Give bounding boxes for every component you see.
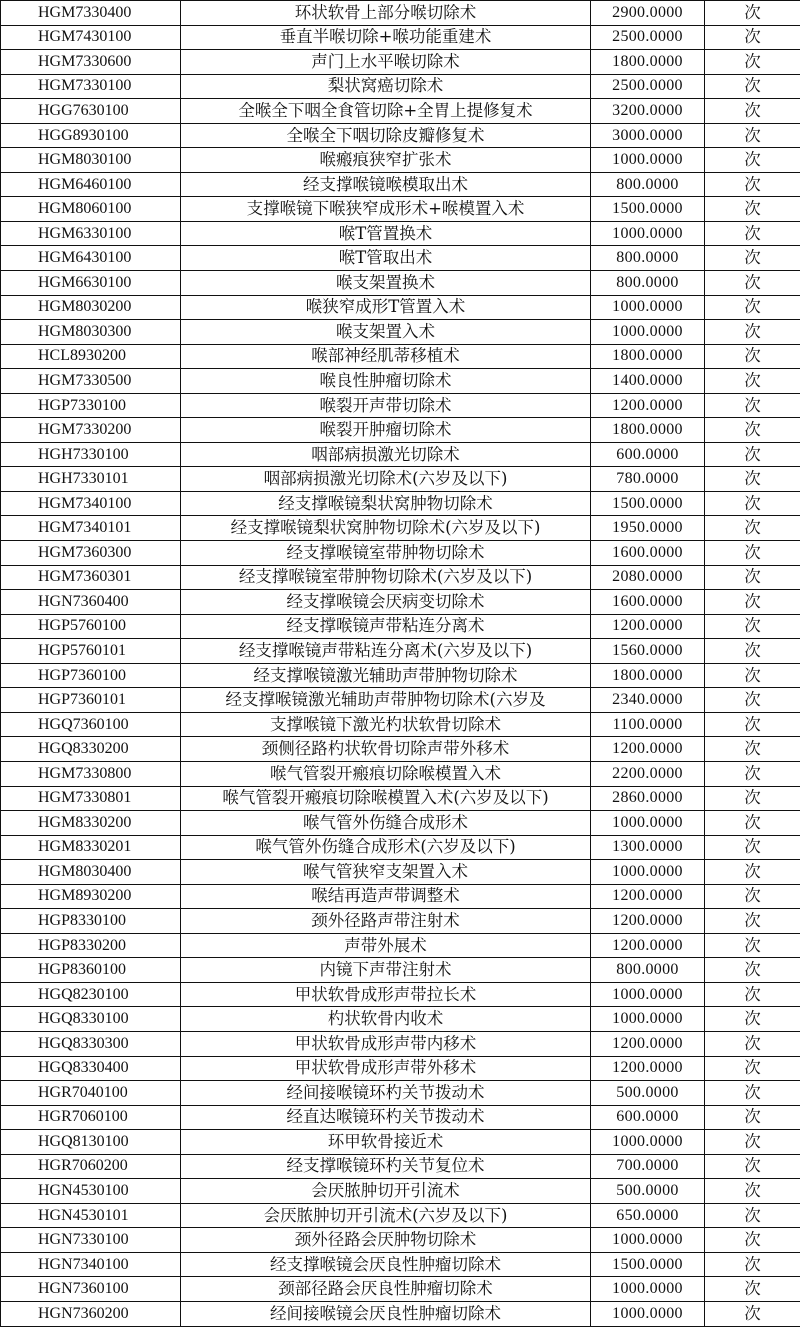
item-price: 1200.0000 bbox=[591, 884, 705, 909]
item-code: HGN7360200 bbox=[1, 1301, 181, 1326]
table-row bbox=[1, 172, 800, 197]
table-row bbox=[1, 712, 800, 737]
item-unit: 次 bbox=[705, 1301, 800, 1326]
item-price: 1000.0000 bbox=[591, 860, 705, 885]
table-row bbox=[1, 663, 800, 688]
table-row bbox=[1, 761, 800, 786]
item-unit: 次 bbox=[705, 344, 800, 369]
item-unit: 次 bbox=[705, 614, 800, 639]
item-price: 2080.0000 bbox=[591, 565, 705, 590]
item-price: 1000.0000 bbox=[591, 1228, 705, 1253]
item-code: HGM6460100 bbox=[1, 172, 181, 197]
item-unit: 次 bbox=[705, 712, 800, 737]
item-code: HGP5760101 bbox=[1, 639, 181, 664]
table-row bbox=[1, 99, 800, 124]
item-name: 经支撑喉镜声带粘连分离术(六岁及以下) bbox=[181, 639, 591, 664]
item-code: HGP8330200 bbox=[1, 933, 181, 958]
item-code: HGP8330100 bbox=[1, 909, 181, 934]
item-code: HGR7040100 bbox=[1, 1081, 181, 1106]
table-row bbox=[1, 541, 800, 566]
item-name: 支撑喉镜下激光杓状软骨切除术 bbox=[181, 712, 591, 737]
table-row bbox=[1, 1, 800, 26]
table-row bbox=[1, 737, 800, 762]
item-name: 经支撑喉镜激光辅助声带肿物切除术(六岁及 bbox=[181, 688, 591, 713]
item-price: 1000.0000 bbox=[591, 811, 705, 836]
item-name: 环状软骨上部分喉切除术 bbox=[181, 1, 591, 26]
item-unit: 次 bbox=[705, 369, 800, 394]
item-name: 经直达喉镜环杓关节拨动术 bbox=[181, 1105, 591, 1130]
item-code: HGR7060200 bbox=[1, 1154, 181, 1179]
item-name: 会厌脓肿切开引流术(六岁及以下) bbox=[181, 1203, 591, 1228]
table-row bbox=[1, 1154, 800, 1179]
item-unit: 次 bbox=[705, 1154, 800, 1179]
item-code: HGP7360100 bbox=[1, 663, 181, 688]
item-price: 3200.0000 bbox=[591, 99, 705, 124]
item-code: HGP7330100 bbox=[1, 393, 181, 418]
table-row bbox=[1, 1007, 800, 1032]
item-unit: 次 bbox=[705, 541, 800, 566]
item-price: 1200.0000 bbox=[591, 614, 705, 639]
item-code: HGM8060100 bbox=[1, 197, 181, 222]
item-unit: 次 bbox=[705, 1179, 800, 1204]
item-code: HGM7330200 bbox=[1, 418, 181, 443]
item-name: 喉结再造声带调整术 bbox=[181, 884, 591, 909]
item-name: 甲状软骨成形声带外移术 bbox=[181, 1056, 591, 1081]
item-name: 喉气管外伤缝合成形术(六岁及以下) bbox=[181, 835, 591, 860]
item-code: HGM8030300 bbox=[1, 320, 181, 345]
item-price: 1800.0000 bbox=[591, 663, 705, 688]
table-row bbox=[1, 467, 800, 492]
item-code: HGQ7360100 bbox=[1, 712, 181, 737]
item-unit: 次 bbox=[705, 393, 800, 418]
item-code: HGN7330100 bbox=[1, 1228, 181, 1253]
item-price: 3000.0000 bbox=[591, 123, 705, 148]
item-name: 梨状窝癌切除术 bbox=[181, 74, 591, 99]
item-code: HGN4530100 bbox=[1, 1179, 181, 1204]
item-unit: 次 bbox=[705, 172, 800, 197]
item-unit: 次 bbox=[705, 99, 800, 124]
item-unit: 次 bbox=[705, 737, 800, 762]
item-price: 700.0000 bbox=[591, 1154, 705, 1179]
item-code: HGM8030400 bbox=[1, 860, 181, 885]
item-unit: 次 bbox=[705, 639, 800, 664]
item-code: HGM6330100 bbox=[1, 221, 181, 246]
table-row bbox=[1, 50, 800, 75]
item-code: HGP7360101 bbox=[1, 688, 181, 713]
item-price: 1800.0000 bbox=[591, 50, 705, 75]
item-code: HGQ8330200 bbox=[1, 737, 181, 762]
table-row bbox=[1, 1203, 800, 1228]
table-row bbox=[1, 958, 800, 983]
item-code: HGN4530101 bbox=[1, 1203, 181, 1228]
item-unit: 次 bbox=[705, 491, 800, 516]
item-price: 1500.0000 bbox=[591, 491, 705, 516]
table-row bbox=[1, 860, 800, 885]
item-price: 2200.0000 bbox=[591, 761, 705, 786]
table-row bbox=[1, 884, 800, 909]
table-row bbox=[1, 74, 800, 99]
item-unit: 次 bbox=[705, 1007, 800, 1032]
item-code: HGG7630100 bbox=[1, 99, 181, 124]
item-price: 2500.0000 bbox=[591, 25, 705, 50]
item-unit: 次 bbox=[705, 982, 800, 1007]
item-name: 会厌脓肿切开引流术 bbox=[181, 1179, 591, 1204]
item-price: 800.0000 bbox=[591, 958, 705, 983]
item-code: HGM7430100 bbox=[1, 25, 181, 50]
item-unit: 次 bbox=[705, 933, 800, 958]
table-row bbox=[1, 442, 800, 467]
item-price: 1600.0000 bbox=[591, 541, 705, 566]
table-row bbox=[1, 1130, 800, 1155]
item-price: 1500.0000 bbox=[591, 197, 705, 222]
table-row bbox=[1, 811, 800, 836]
item-unit: 次 bbox=[705, 1081, 800, 1106]
item-unit: 次 bbox=[705, 271, 800, 296]
item-code: HGN7340100 bbox=[1, 1252, 181, 1277]
item-unit: 次 bbox=[705, 835, 800, 860]
table-row bbox=[1, 1031, 800, 1056]
item-unit: 次 bbox=[705, 958, 800, 983]
item-name: 喉T管置换术 bbox=[181, 221, 591, 246]
item-unit: 次 bbox=[705, 909, 800, 934]
item-price: 1800.0000 bbox=[591, 418, 705, 443]
item-name: 喉瘢痕狭窄扩张术 bbox=[181, 148, 591, 173]
item-unit: 次 bbox=[705, 786, 800, 811]
item-name: 颈外径路声带注射术 bbox=[181, 909, 591, 934]
item-name: 喉气管外伤缝合成形术 bbox=[181, 811, 591, 836]
item-name: 喉狭窄成形T管置入术 bbox=[181, 295, 591, 320]
item-unit: 次 bbox=[705, 1031, 800, 1056]
table-row bbox=[1, 933, 800, 958]
item-name: 经支撑喉镜室带肿物切除术(六岁及以下) bbox=[181, 565, 591, 590]
item-price: 1950.0000 bbox=[591, 516, 705, 541]
table-row bbox=[1, 197, 800, 222]
item-price: 2340.0000 bbox=[591, 688, 705, 713]
item-unit: 次 bbox=[705, 1252, 800, 1277]
item-unit: 次 bbox=[705, 197, 800, 222]
item-price: 500.0000 bbox=[591, 1179, 705, 1204]
item-unit: 次 bbox=[705, 884, 800, 909]
item-name: 喉裂开肿瘤切除术 bbox=[181, 418, 591, 443]
table-row bbox=[1, 123, 800, 148]
item-unit: 次 bbox=[705, 1130, 800, 1155]
item-unit: 次 bbox=[705, 811, 800, 836]
item-code: HGH7330100 bbox=[1, 442, 181, 467]
table-row bbox=[1, 1056, 800, 1081]
item-price: 600.0000 bbox=[591, 442, 705, 467]
table-row bbox=[1, 1301, 800, 1326]
item-code: HGM7330800 bbox=[1, 761, 181, 786]
item-name: 喉气管狭窄支架置入术 bbox=[181, 860, 591, 885]
item-name: 全喉全下咽全食管切除+全胃上提修复术 bbox=[181, 99, 591, 124]
item-unit: 次 bbox=[705, 516, 800, 541]
item-name: 颈外径路会厌肿物切除术 bbox=[181, 1228, 591, 1253]
item-code: HGM6430100 bbox=[1, 246, 181, 271]
item-code: HGM7330100 bbox=[1, 74, 181, 99]
item-price: 800.0000 bbox=[591, 246, 705, 271]
item-price: 1400.0000 bbox=[591, 369, 705, 394]
item-unit: 次 bbox=[705, 50, 800, 75]
item-name: 经间接喉镜会厌良性肿瘤切除术 bbox=[181, 1301, 591, 1326]
table-row bbox=[1, 320, 800, 345]
item-name: 经支撑喉镜梨状窝肿物切除术 bbox=[181, 491, 591, 516]
item-name: 经间接喉镜环杓关节拨动术 bbox=[181, 1081, 591, 1106]
item-name: 垂直半喉切除+喉功能重建术 bbox=[181, 25, 591, 50]
item-unit: 次 bbox=[705, 221, 800, 246]
item-price: 1000.0000 bbox=[591, 1007, 705, 1032]
item-name: 经支撑喉镜室带肿物切除术 bbox=[181, 541, 591, 566]
fee-table-body bbox=[1, 1, 800, 1327]
table-row bbox=[1, 295, 800, 320]
item-name: 咽部病损激光切除术(六岁及以下) bbox=[181, 467, 591, 492]
item-code: HGM8030100 bbox=[1, 148, 181, 173]
item-unit: 次 bbox=[705, 1056, 800, 1081]
item-name: 咽部病损激光切除术 bbox=[181, 442, 591, 467]
item-name: 经支撑喉镜会厌病变切除术 bbox=[181, 590, 591, 615]
table-row bbox=[1, 614, 800, 639]
item-name: 喉T管取出术 bbox=[181, 246, 591, 271]
item-name: 内镜下声带注射术 bbox=[181, 958, 591, 983]
item-unit: 次 bbox=[705, 1228, 800, 1253]
item-price: 1200.0000 bbox=[591, 909, 705, 934]
table-row bbox=[1, 1081, 800, 1106]
item-price: 1000.0000 bbox=[591, 148, 705, 173]
item-code: HCL8930200 bbox=[1, 344, 181, 369]
table-row bbox=[1, 1228, 800, 1253]
item-name: 经支撑喉镜会厌良性肿瘤切除术 bbox=[181, 1252, 591, 1277]
item-unit: 次 bbox=[705, 1203, 800, 1228]
table-row bbox=[1, 590, 800, 615]
item-code: HGN7360100 bbox=[1, 1277, 181, 1302]
item-price: 1200.0000 bbox=[591, 737, 705, 762]
item-code: HGM8030200 bbox=[1, 295, 181, 320]
item-name: 杓状软骨内收术 bbox=[181, 1007, 591, 1032]
item-unit: 次 bbox=[705, 860, 800, 885]
item-price: 1000.0000 bbox=[591, 1277, 705, 1302]
item-name: 声带外展术 bbox=[181, 933, 591, 958]
item-name: 甲状软骨成形声带拉长术 bbox=[181, 982, 591, 1007]
table-row bbox=[1, 565, 800, 590]
item-unit: 次 bbox=[705, 25, 800, 50]
item-code: HGP8360100 bbox=[1, 958, 181, 983]
item-price: 2500.0000 bbox=[591, 74, 705, 99]
item-name: 经支撑喉镜声带粘连分离术 bbox=[181, 614, 591, 639]
item-name: 环甲软骨接近术 bbox=[181, 1130, 591, 1155]
item-price: 1200.0000 bbox=[591, 933, 705, 958]
table-row bbox=[1, 221, 800, 246]
item-unit: 次 bbox=[705, 688, 800, 713]
table-row bbox=[1, 491, 800, 516]
item-price: 2900.0000 bbox=[591, 1, 705, 26]
table-row bbox=[1, 1179, 800, 1204]
item-price: 1560.0000 bbox=[591, 639, 705, 664]
item-unit: 次 bbox=[705, 148, 800, 173]
item-code: HGQ8330100 bbox=[1, 1007, 181, 1032]
table-row bbox=[1, 835, 800, 860]
item-price: 1000.0000 bbox=[591, 295, 705, 320]
item-code: HGR7060100 bbox=[1, 1105, 181, 1130]
item-code: HGM7360300 bbox=[1, 541, 181, 566]
item-price: 2860.0000 bbox=[591, 786, 705, 811]
item-price: 780.0000 bbox=[591, 467, 705, 492]
table-row bbox=[1, 688, 800, 713]
item-name: 颈部径路会厌良性肿瘤切除术 bbox=[181, 1277, 591, 1302]
table-row bbox=[1, 639, 800, 664]
table-row bbox=[1, 271, 800, 296]
item-price: 1500.0000 bbox=[591, 1252, 705, 1277]
item-code: HGM7330400 bbox=[1, 1, 181, 26]
item-code: HGG8930100 bbox=[1, 123, 181, 148]
item-name: 声门上水平喉切除术 bbox=[181, 50, 591, 75]
item-name: 经支撑喉镜激光辅助声带肿物切除术 bbox=[181, 663, 591, 688]
item-price: 1100.0000 bbox=[591, 712, 705, 737]
item-code: HGM8330200 bbox=[1, 811, 181, 836]
item-price: 1200.0000 bbox=[591, 1056, 705, 1081]
item-code: HGH7330101 bbox=[1, 467, 181, 492]
table-row bbox=[1, 393, 800, 418]
item-unit: 次 bbox=[705, 123, 800, 148]
item-code: HGM6630100 bbox=[1, 271, 181, 296]
item-name: 喉部神经肌蒂移植术 bbox=[181, 344, 591, 369]
table-row bbox=[1, 516, 800, 541]
item-name: 喉气管裂开瘢痕切除喉模置入术(六岁及以下) bbox=[181, 786, 591, 811]
table-row bbox=[1, 1105, 800, 1130]
table-row bbox=[1, 786, 800, 811]
item-code: HGM7360301 bbox=[1, 565, 181, 590]
item-price: 600.0000 bbox=[591, 1105, 705, 1130]
table-row bbox=[1, 369, 800, 394]
table-row bbox=[1, 418, 800, 443]
table-row bbox=[1, 1277, 800, 1302]
item-unit: 次 bbox=[705, 590, 800, 615]
item-code: HGM8330201 bbox=[1, 835, 181, 860]
item-price: 1600.0000 bbox=[591, 590, 705, 615]
item-name: 经支撑喉镜环杓关节复位术 bbox=[181, 1154, 591, 1179]
item-price: 1200.0000 bbox=[591, 1031, 705, 1056]
item-unit: 次 bbox=[705, 74, 800, 99]
table-row bbox=[1, 25, 800, 50]
item-unit: 次 bbox=[705, 418, 800, 443]
item-code: HGM7340101 bbox=[1, 516, 181, 541]
table-row bbox=[1, 982, 800, 1007]
item-price: 650.0000 bbox=[591, 1203, 705, 1228]
table-row bbox=[1, 344, 800, 369]
item-name: 支撑喉镜下喉狭窄成形术+喉模置入术 bbox=[181, 197, 591, 222]
item-price: 1800.0000 bbox=[591, 344, 705, 369]
item-name: 喉良性肿瘤切除术 bbox=[181, 369, 591, 394]
item-price: 1000.0000 bbox=[591, 320, 705, 345]
table-row bbox=[1, 909, 800, 934]
item-name: 全喉全下咽切除皮瓣修复术 bbox=[181, 123, 591, 148]
item-code: HGM7340100 bbox=[1, 491, 181, 516]
item-price: 1200.0000 bbox=[591, 393, 705, 418]
item-unit: 次 bbox=[705, 1277, 800, 1302]
item-name: 喉支架置换术 bbox=[181, 271, 591, 296]
item-code: HGQ8330300 bbox=[1, 1031, 181, 1056]
item-name: 经支撑喉镜梨状窝肿物切除术(六岁及以下) bbox=[181, 516, 591, 541]
item-price: 800.0000 bbox=[591, 172, 705, 197]
item-unit: 次 bbox=[705, 295, 800, 320]
item-code: HGM7330801 bbox=[1, 786, 181, 811]
item-unit: 次 bbox=[705, 320, 800, 345]
item-unit: 次 bbox=[705, 761, 800, 786]
item-unit: 次 bbox=[705, 663, 800, 688]
item-code: HGQ8330400 bbox=[1, 1056, 181, 1081]
item-unit: 次 bbox=[705, 1, 800, 26]
item-unit: 次 bbox=[705, 442, 800, 467]
item-code: HGN7360400 bbox=[1, 590, 181, 615]
item-price: 1000.0000 bbox=[591, 982, 705, 1007]
item-price: 800.0000 bbox=[591, 271, 705, 296]
item-price: 1000.0000 bbox=[591, 1301, 705, 1326]
item-code: HGQ8130100 bbox=[1, 1130, 181, 1155]
item-unit: 次 bbox=[705, 565, 800, 590]
item-unit: 次 bbox=[705, 246, 800, 271]
item-price: 1300.0000 bbox=[591, 835, 705, 860]
item-name: 喉支架置入术 bbox=[181, 320, 591, 345]
item-code: HGM8930200 bbox=[1, 884, 181, 909]
item-name: 甲状软骨成形声带内移术 bbox=[181, 1031, 591, 1056]
item-unit: 次 bbox=[705, 467, 800, 492]
table-row bbox=[1, 148, 800, 173]
item-name: 喉气管裂开瘢痕切除喉模置入术 bbox=[181, 761, 591, 786]
item-unit: 次 bbox=[705, 1105, 800, 1130]
item-code: HGP5760100 bbox=[1, 614, 181, 639]
item-name: 经支撑喉镜喉模取出术 bbox=[181, 172, 591, 197]
table-row bbox=[1, 246, 800, 271]
item-name: 喉裂开声带切除术 bbox=[181, 393, 591, 418]
item-price: 1000.0000 bbox=[591, 221, 705, 246]
item-price: 1000.0000 bbox=[591, 1130, 705, 1155]
item-name: 颈侧径路杓状软骨切除声带外移术 bbox=[181, 737, 591, 762]
table-row bbox=[1, 1252, 800, 1277]
item-code: HGM7330600 bbox=[1, 50, 181, 75]
item-code: HGQ8230100 bbox=[1, 982, 181, 1007]
item-code: HGM7330500 bbox=[1, 369, 181, 394]
item-price: 500.0000 bbox=[591, 1081, 705, 1106]
